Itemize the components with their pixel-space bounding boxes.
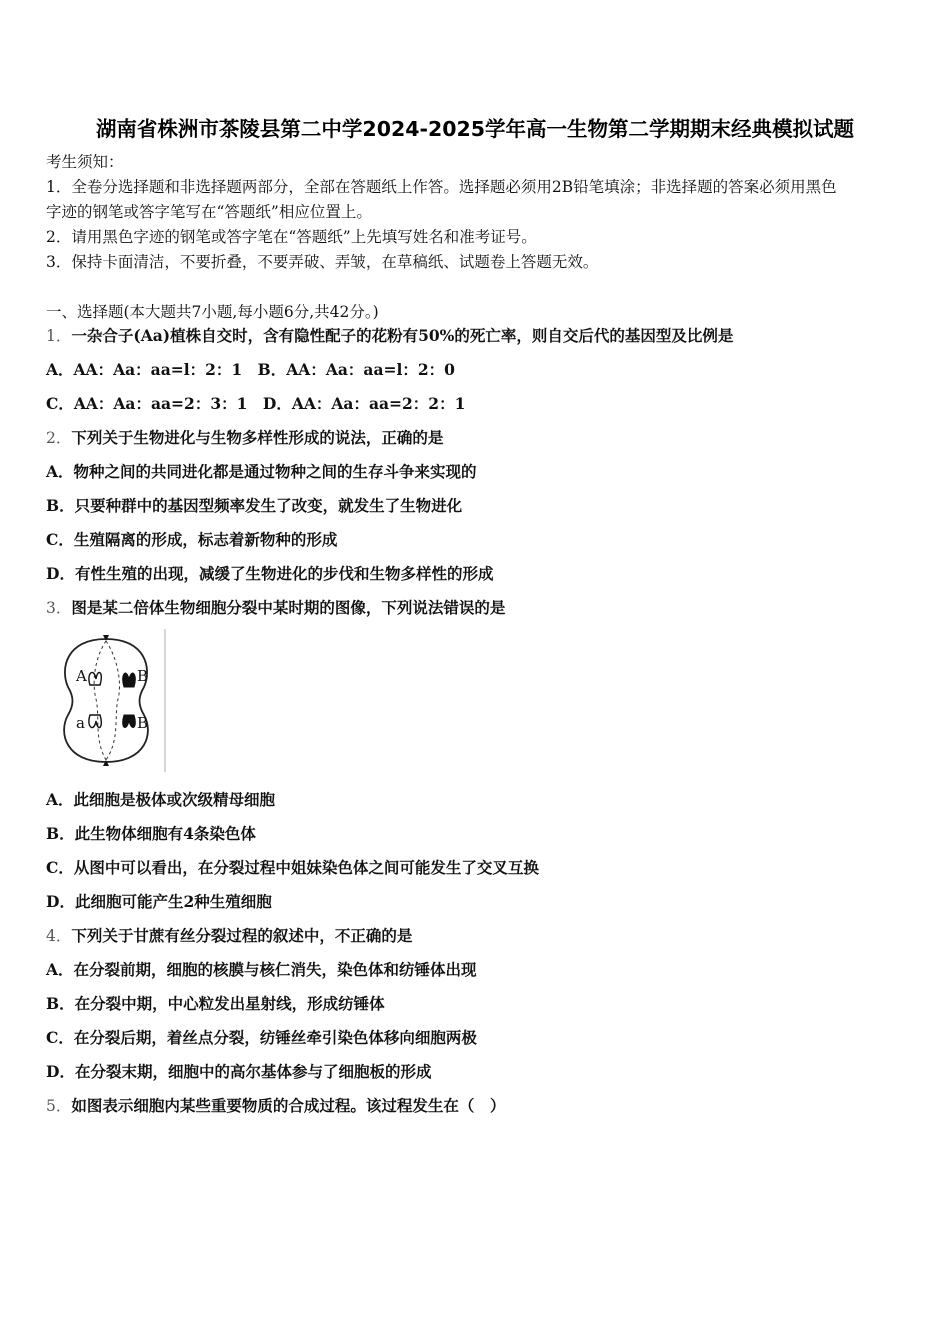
chromosome-a-upper xyxy=(89,672,101,685)
question-text: 如图表示细胞内某些重要物质的合成过程。该过程发生在（ ） xyxy=(71,1096,506,1115)
centrosome-top xyxy=(103,635,109,641)
question-1 xyxy=(46,326,733,346)
chromosome-a-lower xyxy=(89,715,101,728)
question-number: 2． xyxy=(46,429,72,447)
exam-title: 湖南省株洲市茶陵县第二中学2024-2025学年高一生物第二学期期末经典模拟试题 xyxy=(95,117,855,141)
chromosome-b-upper xyxy=(123,673,136,687)
notice-item-1: 1．全卷分选择题和非选择题两部分，全部在答题纸上作答。选择题必须用2B铅笔填涂；非选择题的答案必须用黑色 xyxy=(46,178,837,196)
question-text: 下列关于甘蔗有丝分裂过程的叙述中，不正确的是 xyxy=(71,926,413,945)
centrosome-bottom xyxy=(103,760,109,766)
chromosome-b-lower xyxy=(123,715,136,728)
question-2-option-b: B．只要种群中的基因型频率发生了改变，就发生了生物进化 xyxy=(46,496,463,515)
question-4-option-c: C．在分裂后期，着丝点分裂，纺锤丝牵引染色体移向细胞两极 xyxy=(46,1028,477,1047)
question-2 xyxy=(46,428,443,448)
question-4-option-b: B．在分裂中期，中心粒发出星射线，形成纺锤体 xyxy=(46,994,385,1013)
question-4-option-d: D．在分裂末期，细胞中的高尔基体参与了细胞板的形成 xyxy=(46,1062,432,1081)
notice-item-1-cont: 字迹的钢笔或答字笔写在“答题纸”相应位置上。 xyxy=(46,203,372,221)
notice-heading: 考生须知： xyxy=(46,153,124,171)
cell-division-figure xyxy=(46,629,166,772)
gene-label-lower-left: a xyxy=(76,714,85,732)
gene-label-upper-left: A xyxy=(76,667,87,685)
question-text: 图是某二倍体生物细胞分裂中某时期的图像，下列说法错误的是 xyxy=(71,598,506,617)
question-text: 下列关于生物进化与生物多样性形成的说法，正确的是 xyxy=(71,428,444,447)
notice-item-2: 2．请用黑色字迹的钢笔或答字笔在“答题纸”上先填写姓名和准考证号。 xyxy=(46,228,537,246)
gene-label-upper-right: B xyxy=(137,667,149,685)
question-4-option-a: A．在分裂前期，细胞的核膜与核仁消失，染色体和纺锤体出现 xyxy=(46,960,477,979)
question-2-option-c: C．生殖隔离的形成，标志着新物种的形成 xyxy=(46,530,338,549)
question-3-option-b: B．此生物体细胞有4条染色体 xyxy=(46,824,256,843)
question-number: 5． xyxy=(46,1097,72,1115)
notice-item-3: 3．保持卡面清洁，不要折叠，不要弄破、弄皱，在草稿纸、试题卷上答题无效。 xyxy=(46,253,599,271)
question-3-option-c: C．从图中可以看出，在分裂过程中姐妹染色体之间可能发生了交叉互换 xyxy=(46,858,539,877)
question-text: 一杂合子(Aa)植株自交时，含有隐性配子的花粉有50%的死亡率，则自交后代的基因型及比例是 xyxy=(71,326,734,345)
question-1-options-ab: A．AA：Aa：aa=l：2：1 B．AA：Aa：aa=l：2：0 xyxy=(46,360,455,379)
question-5 xyxy=(46,1096,505,1116)
spindle-fiber-right xyxy=(106,641,120,760)
question-number: 3． xyxy=(46,599,72,617)
question-number: 4． xyxy=(46,927,72,945)
question-3 xyxy=(46,598,505,618)
gene-label-lower-right: B xyxy=(137,714,149,732)
question-number: 1． xyxy=(46,327,72,345)
question-2-option-d: D．有性生殖的出现，减缓了生物进化的步伐和生物多样性的形成 xyxy=(46,564,494,583)
question-2-option-a: A．物种之间的共同进化都是通过物种之间的生存斗争来实现的 xyxy=(46,462,477,481)
question-3-option-d: D．此细胞可能产生2种生殖细胞 xyxy=(46,892,272,911)
cell-membrane xyxy=(64,639,148,762)
question-1-options-cd: C．AA：Aa：aa=2：3：1 D．AA：Aa：aa=2：2：1 xyxy=(46,394,466,413)
question-3-option-a: A．此细胞是极体或次级精母细胞 xyxy=(46,790,276,809)
spindle-fiber-left xyxy=(94,641,106,760)
section-heading: 一、选择题(本大题共7小题,每小题6分,共42分。) xyxy=(46,303,379,321)
question-4 xyxy=(46,926,412,946)
